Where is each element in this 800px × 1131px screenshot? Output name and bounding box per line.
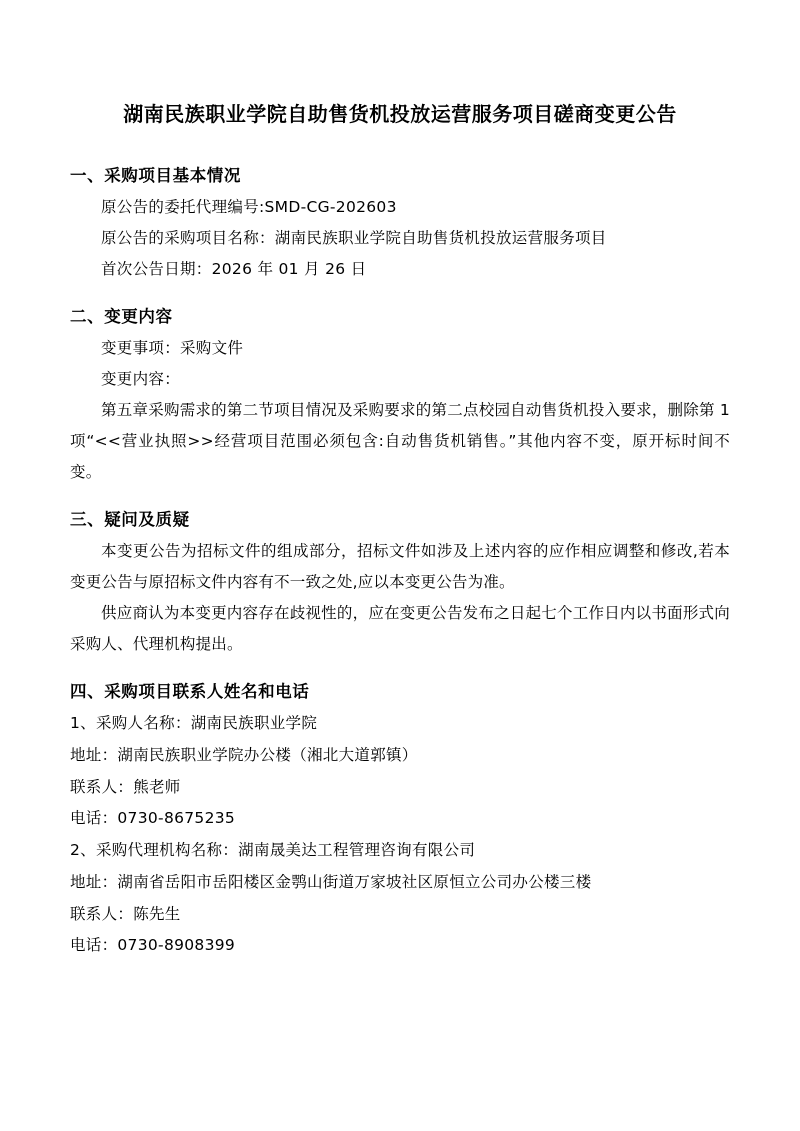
purchaser-name-line: 1、采购人名称：湖南民族职业学院 <box>70 714 318 732</box>
agency-phone-line: 电话：0730-8908399 <box>70 936 236 955</box>
section-heading-contacts: 四、采购项目联系人姓名和电话 <box>70 682 310 701</box>
purchaser-address-line: 地址：湖南民族职业学院办公楼（湘北大道郭镇） <box>70 745 418 764</box>
section-change-content <box>70 303 730 488</box>
agency-number-line: 原公告的委托代理编号:SMD-CG-202603 <box>101 198 397 216</box>
agency-contact-person-line: 联系人：陈先生 <box>70 904 181 923</box>
agency-name-line: 2、采购代理机构名称：湖南晟美达工程管理咨询有限公司 <box>70 841 476 860</box>
change-detail-label: 变更内容： <box>101 370 181 388</box>
page-title: 湖南民族职业学院自助售货机投放运营服务项目磋商变更公告 <box>123 102 677 126</box>
purchaser-contact-person-line: 联系人：熊老师 <box>70 777 181 796</box>
purchaser-phone-line: 电话：0730-8675235 <box>70 809 236 828</box>
questions-paragraph-2: 供应商认为本变更内容存在歧视性的，应在变更公告发布之日起七个工作日内以书面形式向采购人、代理机构提出。 <box>70 604 730 653</box>
section-contacts <box>70 678 730 962</box>
section-heading-questions: 三、疑问及质疑 <box>70 510 190 529</box>
section-heading-basic-info: 一、采购项目基本情况 <box>70 166 241 185</box>
questions-paragraph-1: 本变更公告为招标文件的组成部分，招标文件如涉及上述内容的应作相应调整和修改,若本变更公告与原招标文件内容有不一致之处,应以本变更公告为准。 <box>70 542 730 591</box>
section-heading-change-content: 二、变更内容 <box>70 307 173 326</box>
first-announcement-date-line: 首次公告日期：2026 年 01 月 26 日 <box>101 260 367 278</box>
section-questions <box>70 506 730 660</box>
section-basic-info <box>70 162 730 285</box>
project-name-line: 原公告的采购项目名称：湖南民族职业学院自助售货机投放运营服务项目 <box>101 229 607 247</box>
agency-address-line: 地址：湖南省岳阳市岳阳楼区金鹗山街道万家坡社区原恒立公司办公楼三楼 <box>70 872 592 891</box>
change-item-line: 变更事项：采购文件 <box>101 339 244 357</box>
title-spacer <box>70 130 730 144</box>
change-detail-paragraph: 第五章采购需求的第二节项目情况及采购要求的第二点校园自动售货机投入要求，删除第 1 项“<<营业执照>>经营项目范围必须包含:自动售货机销售。”其他内容不变，原开标时间不变。 <box>70 401 730 481</box>
